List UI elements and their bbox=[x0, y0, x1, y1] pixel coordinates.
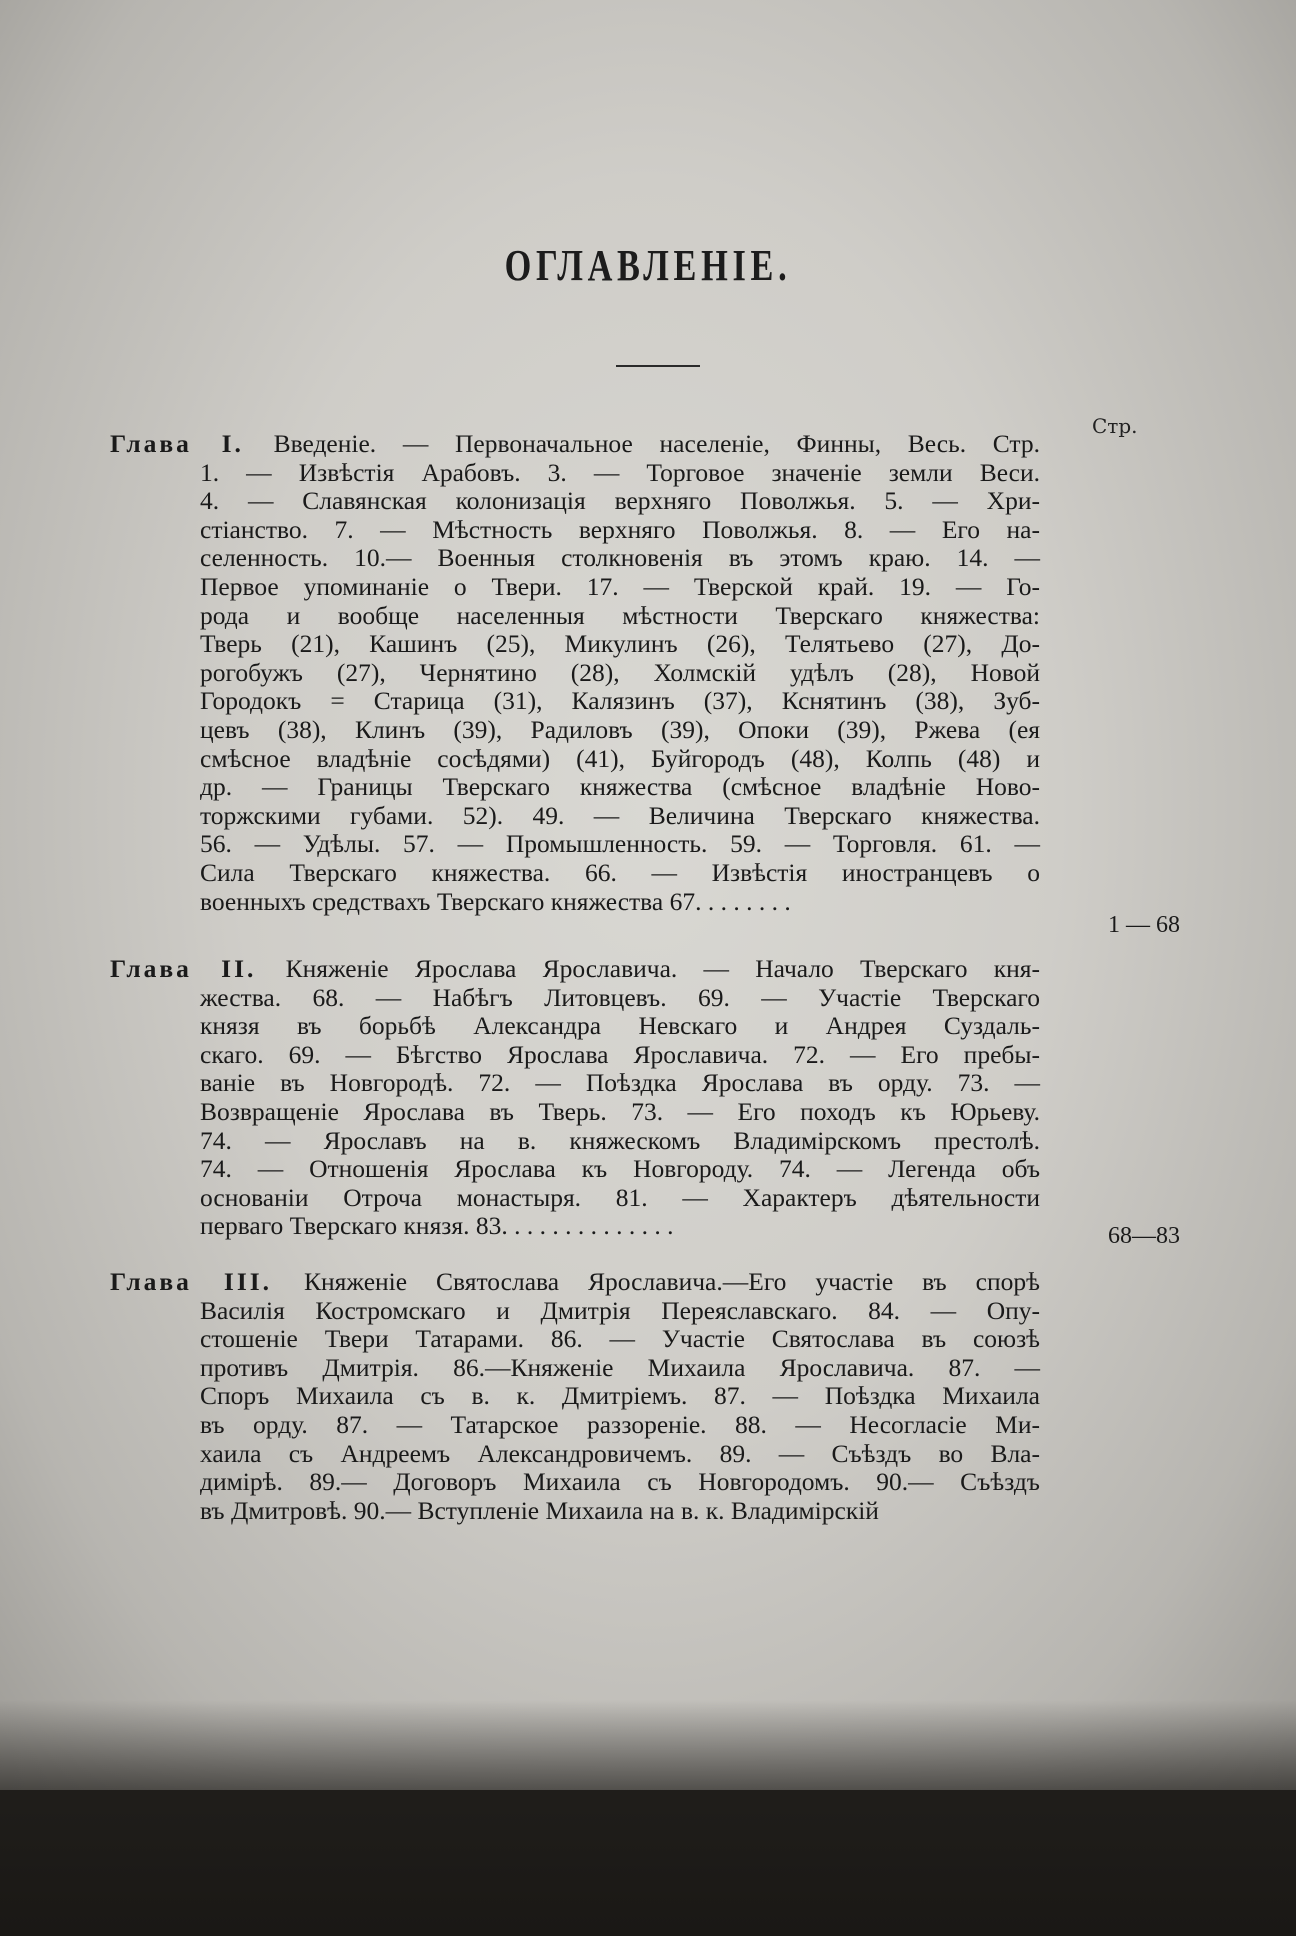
toc-line bbox=[110, 773, 1040, 802]
toc-line bbox=[110, 830, 1040, 859]
toc-line-text: въ Дмитровѣ. 90.— Вступленіе Михаила на в. к. Владимірскій bbox=[200, 1495, 879, 1525]
toc-line bbox=[110, 1041, 1040, 1070]
toc-line-text: 74. — Отношенія Ярослава къ Новгороду. 74. — Легенда объ bbox=[200, 1154, 1040, 1184]
toc-line bbox=[110, 802, 1040, 831]
toc-line-text: скаго. 69. — Бѣгство Ярослава Ярославича. 72. — Его пребы- bbox=[200, 1039, 1040, 1069]
toc-line-text: 56. — Удѣлы. 57. — Промышленность. 59. — Торговля. 61. — bbox=[200, 829, 1040, 859]
toc-line-text: др. — Границы Тверскаго княжества (смѣсное владѣніе Ново- bbox=[200, 772, 1040, 802]
toc-line-text: князя въ борьбѣ Александра Невскаго и Андрея Суздаль- bbox=[200, 1011, 1040, 1041]
toc-line bbox=[110, 1069, 1040, 1098]
toc-line-text: селенность. 10.— Военныя столкновенія въ этомъ краю. 14. — bbox=[200, 543, 1040, 573]
toc-line bbox=[110, 659, 1040, 688]
toc-line bbox=[110, 687, 1040, 716]
chapter-label: Глава I. bbox=[110, 429, 274, 458]
toc-line bbox=[110, 544, 1040, 573]
toc-line-text: основаніи Отроча монастыря. 81. — Характеръ дѣятельности bbox=[200, 1182, 1040, 1212]
toc-line bbox=[110, 1354, 1040, 1383]
page-column-header: Стр. bbox=[1092, 414, 1138, 438]
toc-line-text: Возвращеніе Ярослава въ Тверь. 73. — Его походъ къ Юрьеву. bbox=[200, 1096, 1040, 1126]
toc-line bbox=[110, 984, 1040, 1013]
toc-line-text: Тверь (21), Кашинъ (25), Микулинъ (26), Телятьево (27), До- bbox=[200, 629, 1040, 659]
toc-line-text: Споръ Михаила съ в. к. Дмитріемъ. 87. — Поѣздка Михаила bbox=[200, 1381, 1040, 1411]
toc-line-text: Городокъ = Старица (31), Калязинъ (37), Кснятинъ (38), Зуб- bbox=[200, 686, 1040, 716]
toc-line-text: Введеніе. — Первоначальное населеніе, Финны, Весь. Стр. bbox=[273, 429, 1040, 458]
chapter-2 bbox=[110, 955, 1040, 1241]
toc-line bbox=[110, 745, 1040, 774]
toc-line bbox=[110, 1212, 1040, 1241]
toc-line-text: рогобужъ (27), Чернятино (28), Холмскій удѣлъ (28), Новой bbox=[200, 657, 1040, 687]
toc-line-text: цевъ (38), Клинъ (39), Радиловъ (39), Опоки (39), Ржева (ея bbox=[200, 714, 1040, 744]
toc-line-text: жества. 68. — Набѣгъ Литовцевъ. 69. — Участіе Тверскаго bbox=[200, 982, 1040, 1012]
toc-line-text: 4. — Славянская колонизація верхняго Поволжья. 5. — Хри- bbox=[200, 486, 1040, 516]
toc-line bbox=[110, 602, 1040, 631]
toc-line bbox=[110, 716, 1040, 745]
toc-line bbox=[110, 1184, 1040, 1213]
toc-line bbox=[110, 630, 1040, 659]
toc-line bbox=[110, 859, 1040, 888]
page-title: ОГЛАВЛЕНІЕ. bbox=[504, 241, 792, 290]
toc-line bbox=[110, 487, 1040, 516]
toc-line-text: хаила съ Андреемъ Александровичемъ. 89. — Съѣздъ во Вла- bbox=[200, 1438, 1040, 1468]
toc-line-text: военныхъ средствахъ Тверскаго княжества 67. . . . . . . . bbox=[200, 886, 791, 916]
toc-line-text: стіанство. 7. — Мѣстность верхняго Поволжья. 8. — Его на- bbox=[200, 514, 1040, 544]
toc-line-text: 1. — Извѣстія Арабовъ. 3. — Торговое значеніе земли Веси. bbox=[200, 457, 1040, 487]
toc-line bbox=[110, 888, 1040, 917]
toc-line bbox=[110, 1468, 1040, 1497]
toc-line-text: въ орду. 87. — Татарское раззореніе. 88. — Несогласіе Ми- bbox=[200, 1409, 1040, 1439]
toc-line-text: смѣсное владѣніе сосѣдями) (41), Буйгородъ (48), Колпь (48) и bbox=[200, 743, 1040, 773]
toc-line-text: противъ Дмитрія. 86.—Княженіе Михаила Ярославича. 87. — bbox=[200, 1352, 1040, 1382]
toc-line bbox=[110, 1497, 1040, 1526]
chapter-label: Глава III. bbox=[110, 1267, 305, 1296]
toc-line-text: рода и вообще населенныя мѣстности Тверскаго княжества: bbox=[200, 600, 1040, 630]
toc-line bbox=[110, 1411, 1040, 1440]
toc-line bbox=[110, 1440, 1040, 1469]
toc-line bbox=[110, 516, 1040, 545]
toc-line bbox=[110, 1012, 1040, 1041]
toc-line bbox=[110, 573, 1040, 602]
toc-line-text: 74. — Ярославъ на в. княжескомъ Владимірскомъ престолѣ. bbox=[200, 1125, 1040, 1155]
toc-line-text: Сила Тверскаго княжества. 66. — Извѣстія иностранцевъ о bbox=[200, 857, 1040, 887]
toc-line bbox=[110, 1382, 1040, 1411]
chapter-2-pages: 68—83 bbox=[1108, 1223, 1180, 1249]
chapter-label: Глава II. bbox=[110, 954, 286, 983]
toc-line-text: торжскими губами. 52). 49. — Величина Тверскаго княжества. bbox=[200, 800, 1040, 830]
chapter-1-pages: 1 — 68 bbox=[1108, 912, 1180, 938]
chapter-3 bbox=[110, 1268, 1040, 1525]
toc-line-text: Княженіе Ярослава Ярославича. — Начало Тверскаго кня- bbox=[285, 954, 1040, 983]
toc-line bbox=[110, 955, 1040, 984]
toc-line-text: димірѣ. 89.— Договоръ Михаила съ Новгородомъ. 90.— Съѣздъ bbox=[200, 1467, 1040, 1497]
book-edge-shadow bbox=[0, 1700, 1296, 1936]
toc-line bbox=[110, 459, 1040, 488]
toc-line-text: Первое упоминаніе о Твери. 17. — Тверской край. 19. — Го- bbox=[200, 571, 1040, 601]
toc-line bbox=[110, 1127, 1040, 1156]
toc-line bbox=[110, 1155, 1040, 1184]
chapter-1 bbox=[110, 430, 1040, 916]
toc-line-text: Василія Костромскаго и Дмитрія Переяславскаго. 84. — Опу- bbox=[200, 1295, 1040, 1325]
toc-line bbox=[110, 1325, 1040, 1354]
toc-line-text: стошеніе Твери Татарами. 86. — Участіе Святослава въ союзѣ bbox=[200, 1324, 1040, 1354]
toc-line bbox=[110, 430, 1040, 459]
toc-line bbox=[110, 1297, 1040, 1326]
toc-line-text: перваго Тверскаго князя. 83. . . . . . . . . . . . . . bbox=[200, 1211, 674, 1241]
toc-line-text: Княженіе Святослава Ярославича.—Его участіе въ спорѣ bbox=[304, 1267, 1040, 1296]
toc-line bbox=[110, 1268, 1040, 1297]
toc-line-text: ваніе въ Новгородѣ. 72. — Поѣздка Ярослава въ орду. 73. — bbox=[200, 1068, 1040, 1098]
title-divider bbox=[616, 365, 700, 367]
toc-line bbox=[110, 1098, 1040, 1127]
